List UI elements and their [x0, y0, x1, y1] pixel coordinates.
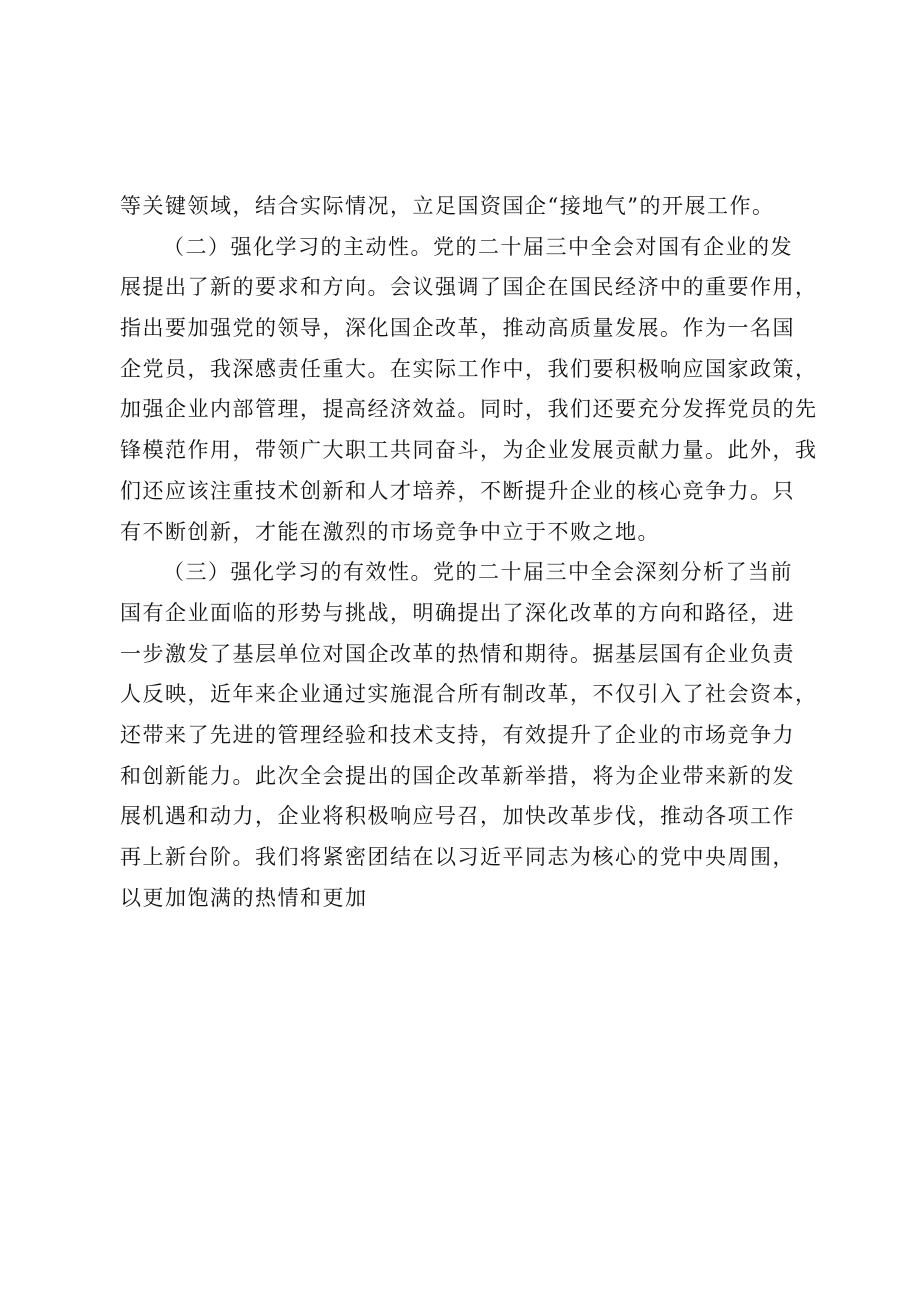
text-line: 们还应该注重技术创新和人才培养，不断提升企业的核心竞争力。只 [120, 478, 795, 503]
text-line: 和创新能力。此次全会提出的国企改革新举措，将为企业带来新的发 [120, 763, 795, 788]
section-heading-line: （二）强化学习的主动性。党的二十届三中全会对国有企业的发 [163, 234, 793, 259]
text-line: 锋模范作用，带领广大职工共同奋斗，为企业发展贡献力量。此外，我 [120, 438, 818, 463]
text-line: 展提出了新的要求和方向。会议强调了国企在国民经济中的重要作用， [120, 275, 818, 300]
text-line: 一步激发了基层单位对国企改革的热情和期待。据基层国有企业负责 [120, 641, 795, 666]
text-line: 再上新台阶。我们将紧密团结在以习近平同志为核心的党中央周围， [120, 845, 795, 869]
document-body [120, 186, 820, 918]
text-line: 还带来了先进的管理经验和技术支持，有效提升了企业的市场竞争力 [120, 722, 795, 747]
text-line: 有不断创新，才能在激烈的市场竞争中立于不败之地。 [120, 519, 660, 544]
text-line: 人反映，近年来企业通过实施混合所有制改革，不仅引入了社会资本， [120, 682, 818, 707]
text-line: 企党员，我深感责任重大。在实际工作中，我们要积极响应国家政策， [120, 356, 818, 381]
text-line: 以更加饱满的热情和更加 [120, 885, 368, 910]
text-line: 加强企业内部管理，提高经济效益。同时，我们还要充分发挥党员的先 [120, 397, 818, 422]
text-line: 指出要加强党的领导，深化国企改革，推动高质量发展。作为一名国 [120, 316, 795, 341]
text-line: 国有企业面临的形势与挑战，明确提出了深化改革的方向和路径，进 [120, 600, 795, 625]
text-line: 等关键领域，结合实际情况，立足国资国企“接地气”的开展工作。 [120, 194, 775, 218]
section-heading-line: （三）强化学习的有效性。党的二十届三中全会深刻分析了当前 [163, 560, 793, 585]
text-line: 展机遇和动力，企业将积极响应号召，加快改革步伐，推动各项工作 [120, 804, 795, 829]
